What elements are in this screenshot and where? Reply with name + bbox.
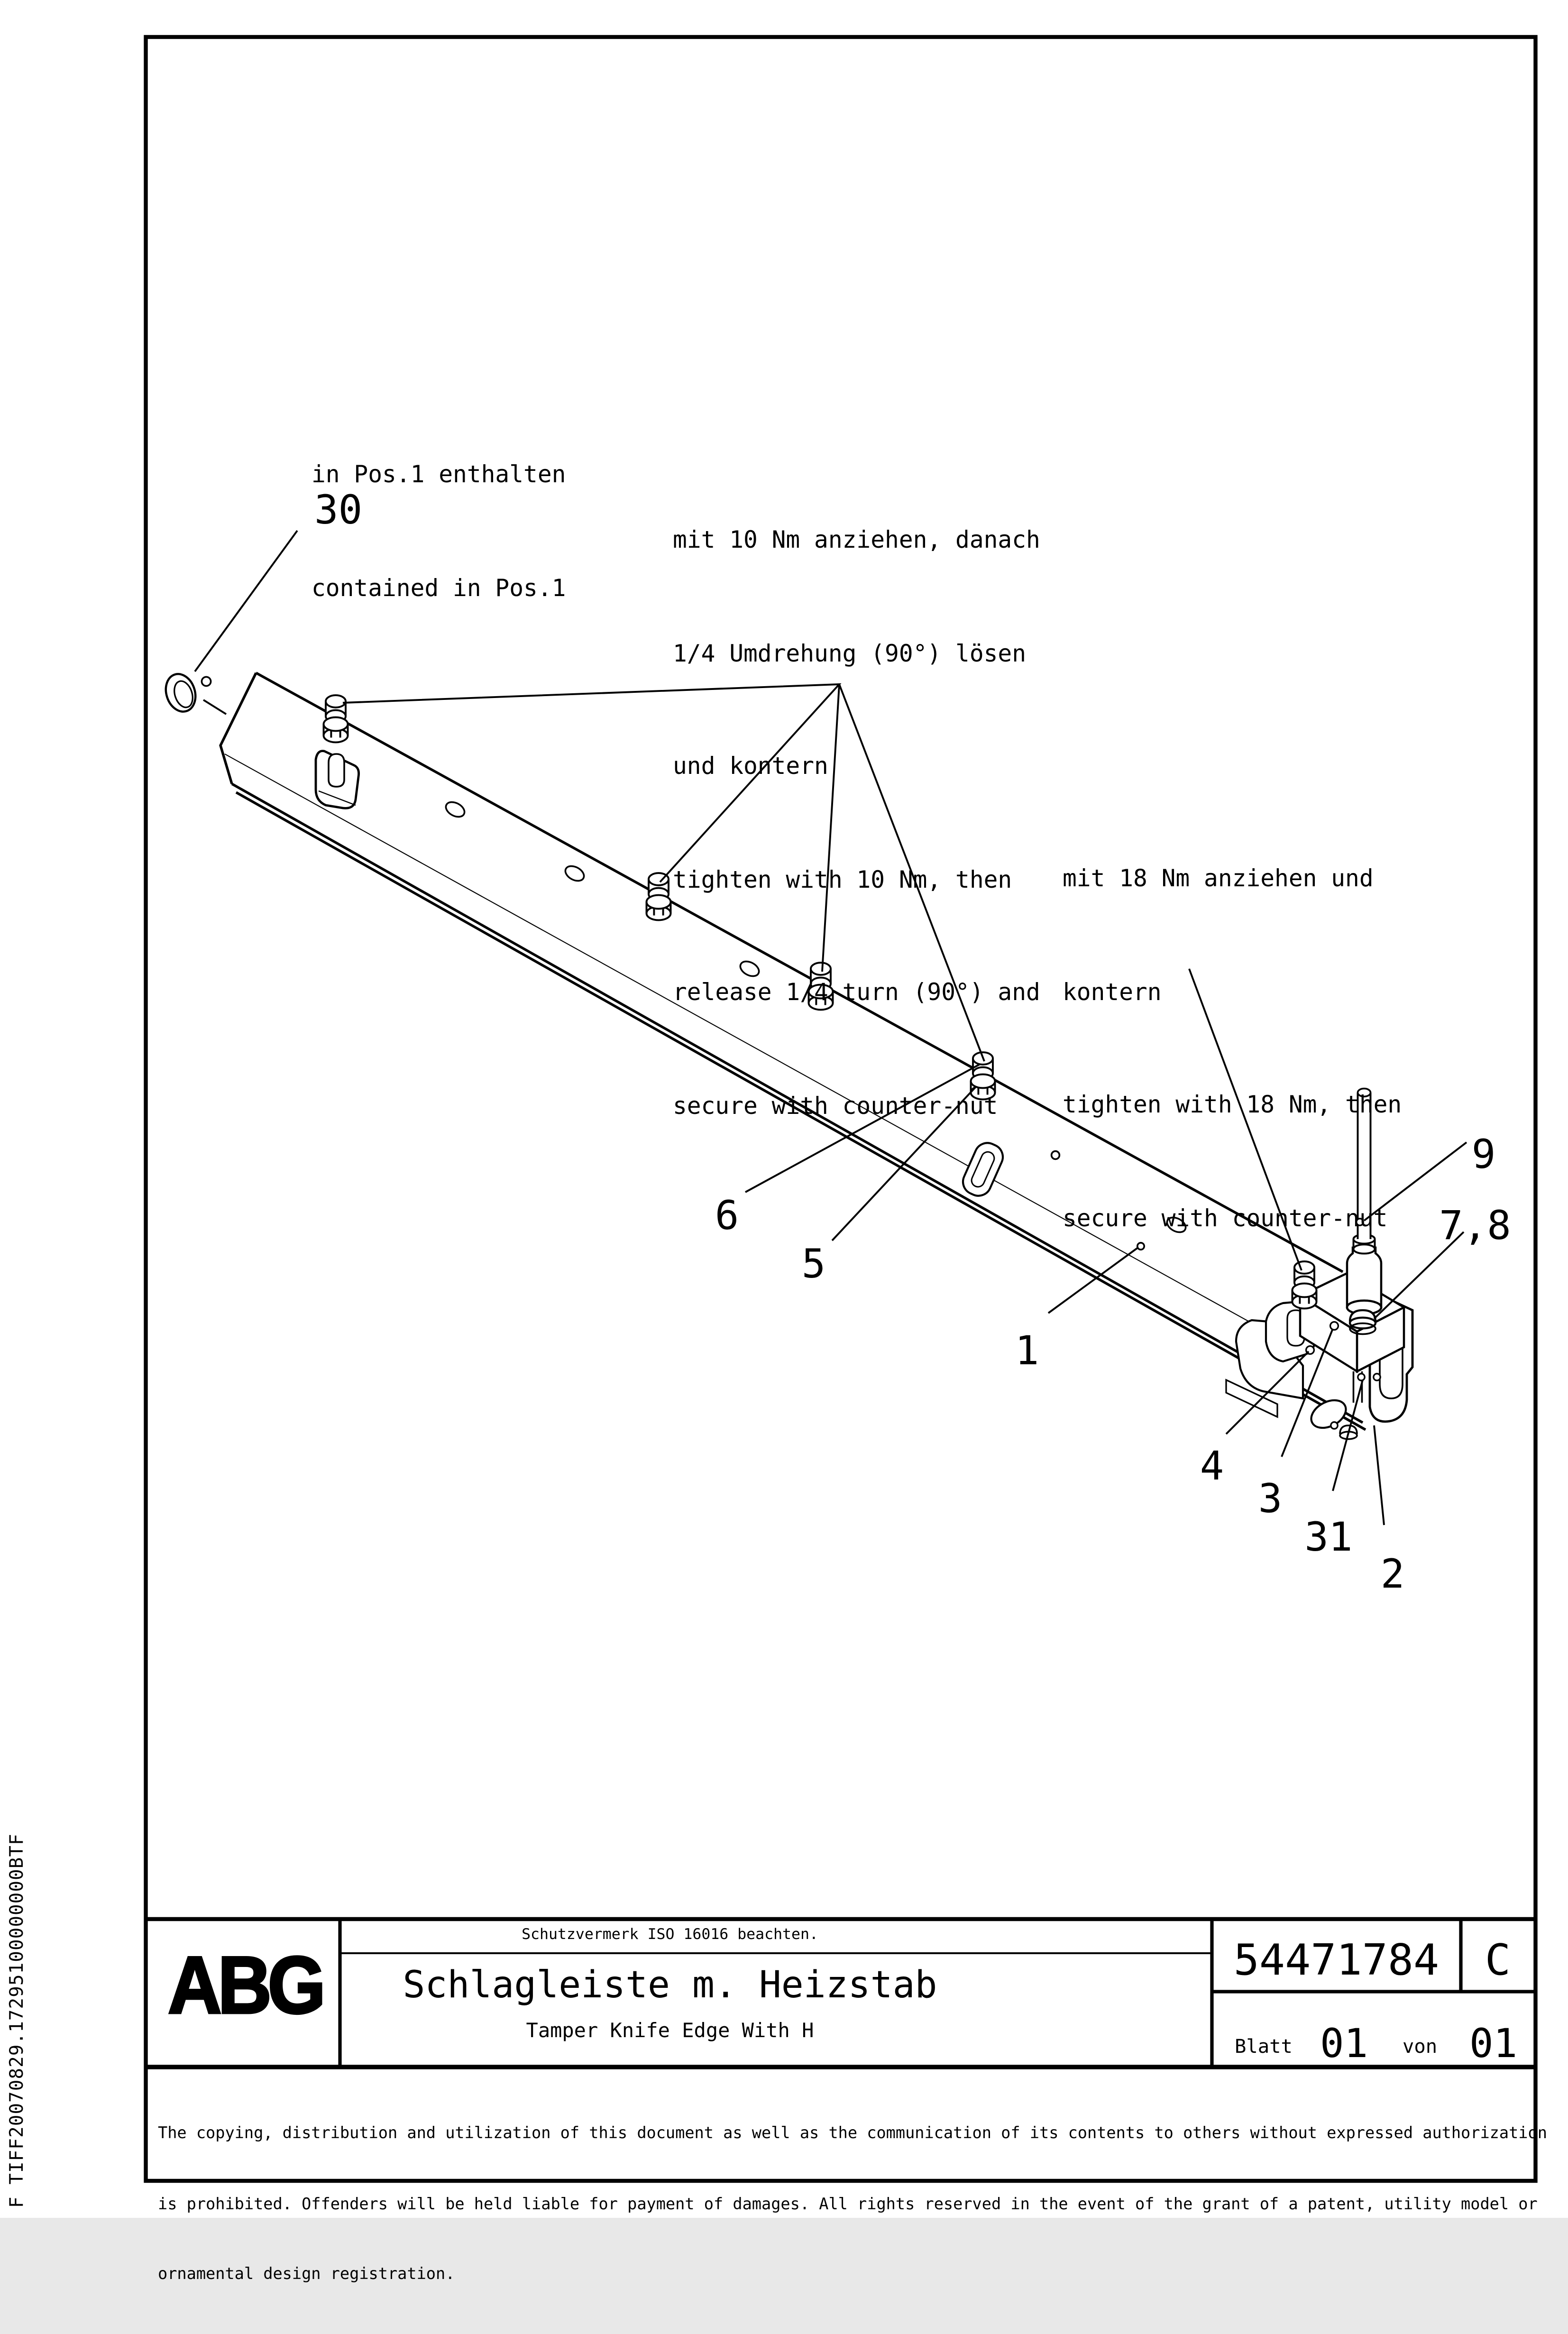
note-pos1 (312, 381, 566, 683)
of-label: von (1403, 2036, 1438, 2058)
legal-line3: ornamental design registration. (158, 2265, 455, 2283)
abg-logo: ABG (168, 1940, 322, 2031)
note-torque10-line2: 1/4 Umdrehung (90°) lösen (673, 639, 1027, 667)
drawing-number: 54471784 (1233, 1936, 1440, 1986)
iso-notice: Schutzvermerk ISO 16016 beachten. (522, 1926, 818, 1943)
callout-4: 4 (1200, 1443, 1224, 1489)
bolt-2 (647, 873, 671, 920)
note-pos1-line1: in Pos.1 enthalten (312, 461, 566, 488)
note-torque18 (1063, 785, 1402, 1313)
note-pos1-line2: contained in Pos.1 (312, 574, 566, 601)
callout-3: 3 (1258, 1475, 1283, 1522)
note-torque10-line5: release 1/4 turn (90°) and (673, 979, 1040, 1006)
callout-5: 5 (801, 1241, 826, 1287)
callout-9: 9 (1471, 1131, 1496, 1177)
callout-31: 31 (1304, 1514, 1353, 1561)
note-torque18-line4: secure with counter-nut (1063, 1204, 1388, 1231)
sheet-total: 01 (1469, 2020, 1518, 2067)
wedge-clamp-left (316, 751, 359, 809)
sheet-number: 01 (1320, 2020, 1368, 2067)
callout-30: 30 (314, 487, 363, 533)
legal-line1: The copying, distribution and utilization of this document as well as the communication of its contents to others without expressed authorization (158, 2124, 1547, 2142)
note-torque10-line6: secure with counter-nut (673, 1092, 998, 1119)
side-file-tag: F TIFF20070829.17295100000000BTF (7, 1833, 28, 2208)
note-torque10-line4: tighten with 10 Nm, then (673, 865, 1012, 893)
revision-letter: C (1485, 1936, 1511, 1986)
callout-6: 6 (715, 1192, 739, 1239)
legal-line2: is prohibited. Offenders will be held liable for payment of damages. All rights reserved in the event of the grant of a patent, utility model or (158, 2194, 1538, 2213)
note-torque18-line3: tighten with 18 Nm, then (1063, 1091, 1402, 1118)
note-torque18-line2: kontern (1063, 978, 1162, 1005)
sheet-label: Blatt (1235, 2036, 1293, 2058)
drawing-subtitle: Tamper Knife Edge With H (526, 2020, 814, 2043)
callout-2: 2 (1380, 1551, 1405, 1598)
callout-1: 1 (1015, 1327, 1039, 1374)
legal-text (158, 2076, 1547, 2334)
note-torque10 (673, 447, 1040, 1201)
callout-7-8: 7,8 (1439, 1202, 1511, 1249)
drawing-title: Schlagleiste m. Heizstab (403, 1965, 937, 2007)
plug-part-30 (161, 670, 211, 716)
note-torque18-line1: mit 18 Nm anziehen und (1063, 865, 1374, 892)
note-torque10-line3: und kontern (673, 753, 828, 780)
note-torque10-line1: mit 10 Nm anziehen, danach (673, 526, 1040, 553)
